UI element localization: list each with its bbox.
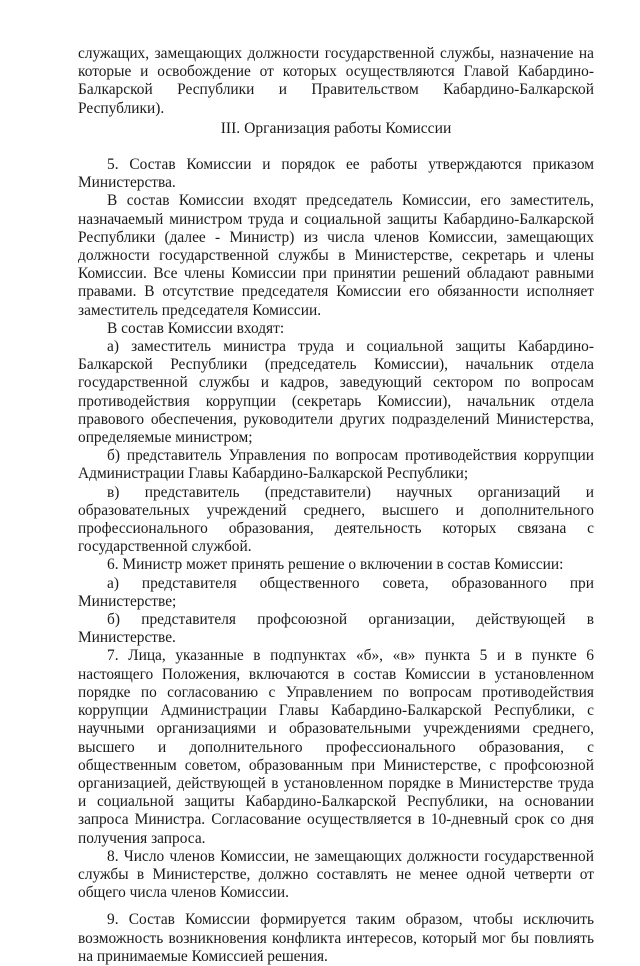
section-title: III. Организация работы Комиссии — [220, 120, 452, 137]
list-item-v: в) представитель (представители) научных организаций и образовательных учреждений среднего, высшего и дополнительного профессионального образования, деятельность которых связана с государственной службой. — [78, 483, 594, 556]
paragraph-8: 8. Число членов Комиссии, не замещающих должности государственной службы в Министерстве, должно составлять не менее одной четверти от общего числа членов Комиссии. — [78, 847, 594, 902]
intro-block — [78, 45, 594, 118]
list-item-a: а) заместитель министра труда и социальной защиты Кабардино-Балкарской Республики (председатель Комиссии), начальник отдела государственной службы и кадров, заведующий сектором по вопросам противодействия коррупции (секретарь Комиссии), начальник отдела правового обеспечения, руководители других подразделений Министерства, определяемые министром; — [78, 338, 594, 447]
section-title-block — [78, 120, 594, 138]
paragraph-5: 5. Состав Комиссии и порядок ее работы утверждаются приказом Министерства. — [78, 156, 594, 192]
paragraph-6: 6. Министр может принять решение о включении в состав Комиссии: — [107, 556, 564, 574]
list-item-b: б) представитель Управления по вопросам противодействия коррупции Администрации Главы Кабардино-Балкарской Республики; — [78, 447, 594, 483]
paragraph-7: 7. Лица, указанные в подпунктах «б», «в» пункта 5 и в пункте 6 настоящего Положения, включаются в состав Комиссии в установленном порядке по согласованию с Управлением по вопросам противодействия коррупции Администрации Главы Кабардино-Балкарской Республики, с научными организациями и образовательными учреждениями среднего, высшего и дополнительного профессионального образования, с общественным советом, образованным при Министерстве, с профсоюзной организацией, действующей в установленном порядке в Министерстве труда и социальной защиты Кабардино-Балкарской Республики, на основании запроса Министра. Согласование осуществляется в 10-дневный срок со дня получения запроса. — [78, 647, 594, 847]
paragraph-5-members-intro: В состав Комиссии входят: — [107, 319, 285, 337]
paragraph-9: 9. Состав Комиссии формируется таким образом, чтобы исключить возможность возникновения конфликта интересов, который мог бы повлиять на принимаемые Комиссией решения. — [78, 911, 594, 965]
paragraph-6-item-b: б) представителя профсоюзной организации, действующей в Министерстве. — [78, 611, 594, 647]
intro-paragraph: служащих, замещающих должности государственной службы, назначение на которые и освобождение от которых осуществляются Главой Кабардино-Балкарской Республики и Правительством Кабардино-Балкарской Республики). — [78, 45, 594, 117]
paragraph-5-composition: В состав Комиссии входят председатель Комиссии, его заместитель, назначаемый министром труда и социальной защиты Кабардино-Балкарской Республики (далее - Министр) из числа членов Комиссии, замещающих должности государственной службы в Министерстве, секретарь и члены Комиссии. Все члены Комиссии при принятии решений обладают равными правами. В отсутствие председателя Комиссии его обязанности исполняет заместитель председателя Комиссии. — [78, 192, 594, 319]
paragraph-6-item-a: а) представителя общественного совета, образованного при Министерстве; — [78, 574, 594, 610]
body-block — [78, 156, 594, 966]
